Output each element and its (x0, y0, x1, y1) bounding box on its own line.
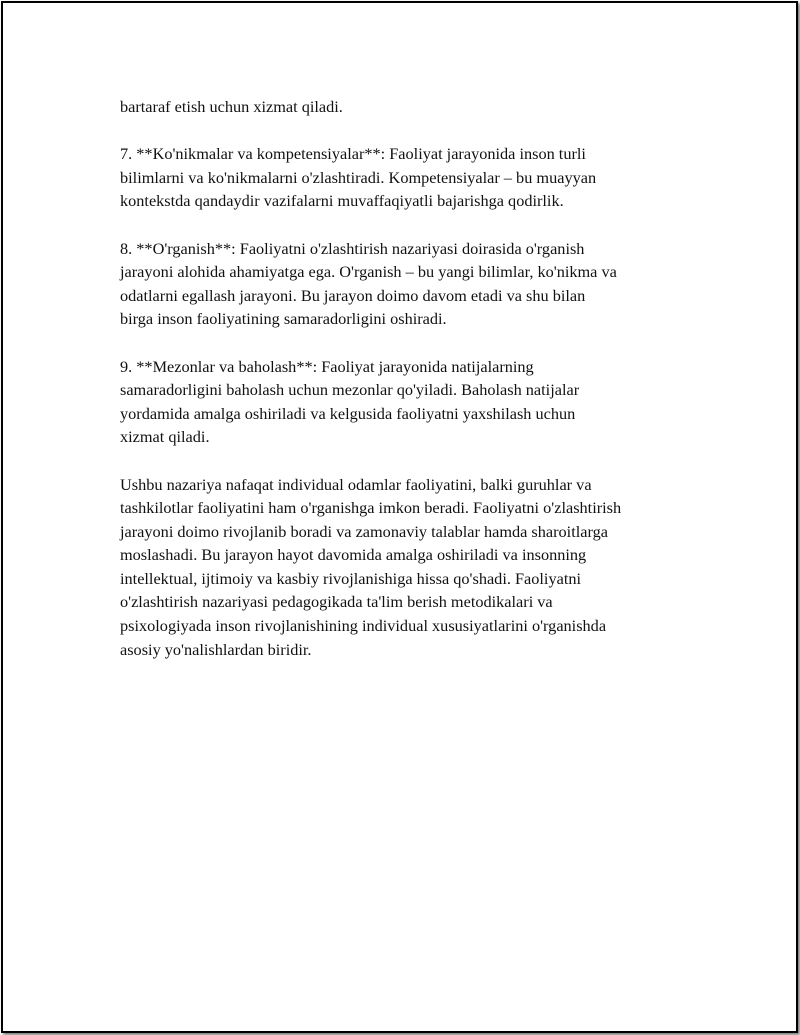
text-line: intellektual, ijtimoiy va kasbiy rivojlanishiga hissa qo'shadi. Faoliyatni (120, 568, 582, 588)
text-line: moslashadi. Bu jarayon hayot davomida amalga oshiriladi va insonning (120, 545, 587, 565)
paragraph-continuation (120, 95, 700, 119)
text-line: 8. **O'rganish**: Faoliyatni o'zlashtirish nazariyasi doirasida o'rganish (120, 238, 585, 258)
paragraph-item-9-criteria (120, 355, 700, 449)
text-line: asosiy yo'nalishlardan biridir. (120, 639, 312, 659)
text-line: odatlarni egallash jarayoni. Bu jarayon doimo davom etadi va shu bilan (120, 285, 586, 305)
paragraph-item-8-learning (120, 237, 700, 331)
text-line: 9. **Mezonlar va baholash**: Faoliyat jarayonida natijalarning (120, 356, 534, 376)
text-line: kontekstda qandaydir vazifalarni muvaffaqiyatli bajarishga qodirlik. (120, 191, 564, 211)
text-line: tashkilotlar faoliyatini ham o'rganishga imkon beradi. Faoliyatni o'zlashtirish (120, 498, 622, 518)
paragraph-conclusion (120, 473, 700, 662)
text-line: bartaraf etish uchun xizmat qiladi. (120, 97, 343, 116)
text-line: Ushbu nazariya nafaqat individual odamlar faoliyatini, balki guruhlar va (120, 474, 592, 494)
text-line: bilimlarni va ko'nikmalarni o'zlashtiradi. Kompetensiyalar – bu muayyan (120, 167, 597, 187)
text-line: jarayoni doimo rivojlanib boradi va zamonaviy talablar hamda sharoitlarga (120, 521, 608, 541)
text-line: samaradorligini baholash uchun mezonlar qo'yiladi. Baholash natijalar (120, 380, 580, 400)
text-line: jarayoni alohida ahamiyatga ega. O'rganish – bu yangi bilimlar, ko'nikma va (120, 262, 617, 282)
text-line: 7. **Ko'nikmalar va kompetensiyalar**: Faoliyat jarayonida inson turli (120, 144, 586, 164)
text-line: birga inson faoliyatining samaradorligini oshiradi. (120, 309, 447, 329)
text-line: yordamida amalga oshiriladi va kelgusida faoliyatni yaxshilash uchun (120, 403, 576, 423)
text-line: o'zlashtirish nazariyasi pedagogikada ta'lim berish metodikalari va (120, 592, 553, 612)
text-line: xizmat qiladi. (120, 427, 210, 447)
paragraph-item-7-skills (120, 142, 700, 213)
document-page (1, 1, 798, 1033)
text-line: psixologiyada inson rivojlanishining individual xususiyatlarini o'rganishda (120, 616, 607, 636)
document-body (120, 95, 700, 685)
